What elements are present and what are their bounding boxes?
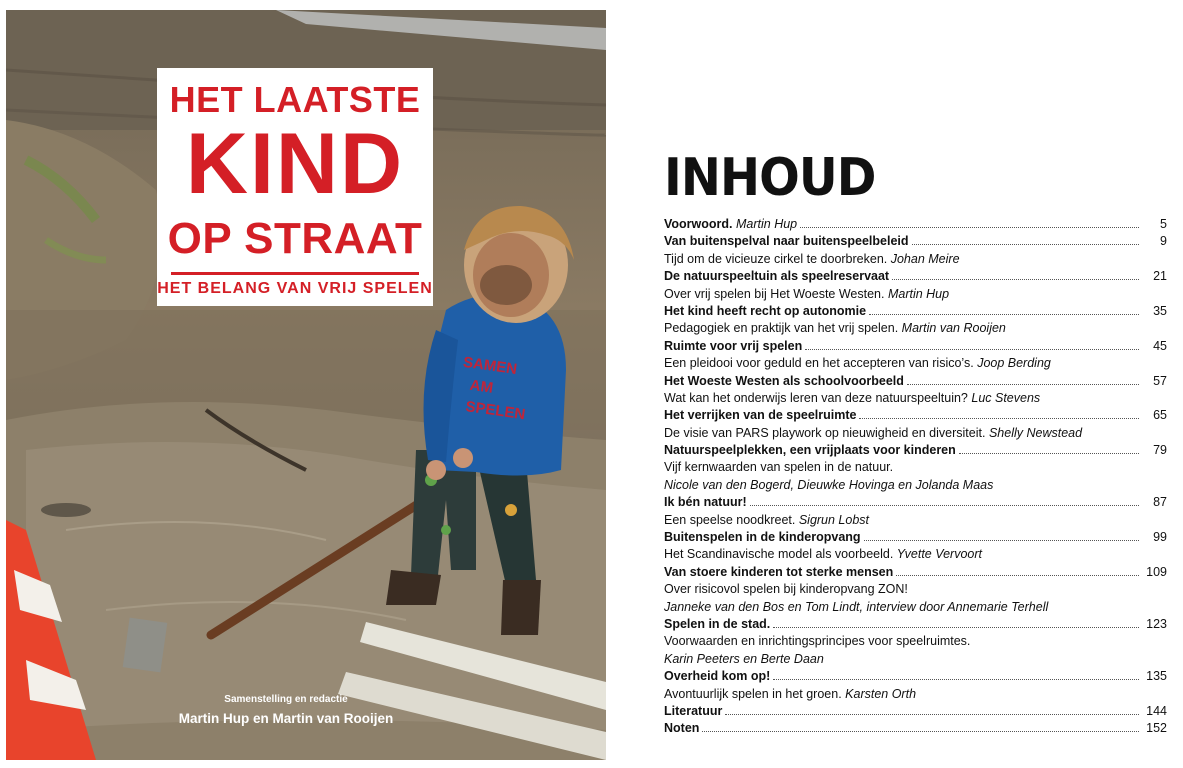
toc-entry-title <box>664 616 770 633</box>
toc-leader-dots <box>864 540 1139 541</box>
toc-description-author: Johan Meire <box>890 251 960 266</box>
toc-entry-title-text: Het verrijken van de speelruimte <box>664 408 857 423</box>
toc-leader-dots <box>959 453 1139 454</box>
toc-entry-title-text: Ik bén natuur! <box>664 495 747 510</box>
toc-entry-title <box>664 216 797 233</box>
svg-text:SPELEN: SPELEN <box>464 398 527 424</box>
toc-entry-title <box>664 529 861 546</box>
toc-page-number: 9 <box>1160 234 1167 249</box>
toc-entry-title <box>664 303 866 320</box>
toc-entry-description <box>664 512 1167 529</box>
toc-description-text: Een speelse noodkreet. <box>664 512 796 527</box>
cover-title-line-3: OP STRAAT <box>167 214 423 263</box>
toc-entry-title <box>664 373 904 390</box>
toc-entry-author: Martin Hup <box>736 217 798 231</box>
toc-entry-description <box>664 651 1167 668</box>
toc-page-number: 144 <box>1146 703 1167 718</box>
toc-entry-title-text: Literatuur <box>664 703 723 718</box>
toc-entry-title-text: Natuurspeelplekken, een vrijplaats voor kinderen <box>664 443 956 458</box>
toc-entry-title <box>664 338 802 355</box>
toc-entry-title <box>664 668 770 685</box>
toc-description-text: Het Scandinavische model als voorbeeld. <box>664 547 894 562</box>
toc-entry[interactable] <box>664 233 1167 250</box>
toc-leader-dots <box>907 384 1139 385</box>
toc-entry-title-text: Spelen in de stad. <box>664 616 771 631</box>
toc-description-text: Vijf kernwaarden van spelen in de natuur. <box>664 460 894 475</box>
toc-entry-description <box>664 286 1167 303</box>
toc-description-author: Shelly Newstead <box>988 425 1083 440</box>
toc-entry-description <box>664 581 1167 598</box>
toc-leader-dots <box>773 627 1139 628</box>
toc-entry-description <box>664 477 1167 494</box>
toc-heading: INHOUD <box>664 148 876 208</box>
svg-text:AM: AM <box>468 376 495 397</box>
toc-entry-title <box>664 564 893 581</box>
toc-entry[interactable] <box>664 720 1167 737</box>
toc-leader-dots <box>750 505 1139 506</box>
toc-entry-description <box>664 355 1167 372</box>
svg-text:SAMEN: SAMEN <box>462 353 519 379</box>
toc-entry-description <box>664 686 1167 703</box>
toc-description-author: Joop Berding <box>977 356 1051 371</box>
toc-entry-description <box>664 546 1167 563</box>
toc-entry-description <box>664 425 1167 442</box>
toc-entry[interactable] <box>664 303 1167 320</box>
toc-page-number: 21 <box>1153 269 1167 284</box>
toc-page-number: 79 <box>1153 443 1167 458</box>
toc-description-text: Pedagogiek en praktijk van het vrij spelen. <box>664 321 899 336</box>
cover-title-line-2: KIND <box>185 116 405 212</box>
toc-leader-dots <box>869 314 1139 315</box>
toc-page-number: 152 <box>1146 721 1167 736</box>
book-cover <box>6 10 606 760</box>
cover-subtitle: HET BELANG VAN VRIJ SPELEN <box>157 280 433 297</box>
toc-entry-title <box>664 407 856 424</box>
toc-page-number: 123 <box>1146 616 1167 631</box>
toc-description-text: Een pleidooi voor geduld en het accepteren van risico’s. <box>664 356 974 371</box>
toc-entry-title-text: Voorwoord. <box>664 217 733 231</box>
toc-page-number: 45 <box>1153 338 1167 353</box>
toc-entry-title-text: Van buitenspelval naar buitenspeelbeleid <box>664 234 909 249</box>
toc-entry[interactable] <box>664 442 1167 459</box>
toc-entry-title-text: De natuurspeeltuin als speelreservaat <box>664 269 890 284</box>
toc-entry-title <box>664 268 889 285</box>
toc-entry-title-text: Buitenspelen in de kinderopvang <box>664 530 861 545</box>
toc-description-author: Martin Hup <box>887 286 950 301</box>
table-of-contents <box>664 216 1167 738</box>
toc-description-text: Avontuurlijk spelen in het groen. <box>664 686 842 701</box>
toc-entry-description <box>664 251 1167 268</box>
toc-leader-dots <box>912 244 1139 245</box>
toc-entry-description <box>664 320 1167 337</box>
toc-page-number: 109 <box>1146 564 1167 579</box>
toc-entry[interactable] <box>664 494 1167 511</box>
toc-description-text: De visie van PARS playwork op nieuwigheid en diversiteit. <box>664 425 986 440</box>
toc-entry-title <box>664 442 956 459</box>
toc-description-author: Janneke van den Bos en Tom Lindt, interview door Annemarie Terhell <box>664 599 1049 614</box>
toc-leader-dots <box>702 731 1139 732</box>
toc-leader-dots <box>773 679 1139 680</box>
toc-entry[interactable] <box>664 407 1167 424</box>
toc-leader-dots <box>725 714 1139 715</box>
toc-entry-title <box>664 720 699 737</box>
toc-description-text: Voorwaarden en inrichtingsprincipes voor speelruimtes. <box>664 634 971 649</box>
toc-entry-title-text: Ruimte voor vrij spelen <box>664 338 803 353</box>
toc-leader-dots <box>800 227 1139 228</box>
toc-entry[interactable] <box>664 616 1167 633</box>
cover-title-box <box>157 68 433 306</box>
toc-page-number: 135 <box>1146 669 1167 684</box>
toc-entry-description <box>664 390 1167 407</box>
toc-entry[interactable] <box>664 373 1167 390</box>
toc-entry[interactable] <box>664 529 1167 546</box>
toc-description-author: Karsten Orth <box>845 686 917 701</box>
toc-description-author: Nicole van den Bogerd, Dieuwke Hovinga en Jolanda Maas <box>664 477 994 492</box>
toc-entry-title-text: Van stoere kinderen tot sterke mensen <box>664 564 894 579</box>
toc-description-text: Over risicovol spelen bij kinderopvang ZON! <box>664 582 908 597</box>
cover-title-rule <box>171 272 419 275</box>
cover-title-line-1: HET LAATSTE <box>169 79 421 120</box>
toc-entry-title <box>664 703 722 720</box>
toc-leader-dots <box>805 349 1139 350</box>
toc-leader-dots <box>896 575 1139 576</box>
toc-leader-dots <box>892 279 1139 280</box>
toc-description-text: Tijd om de vicieuze cirkel te doorbreken. <box>664 251 888 266</box>
toc-entry-title-text: Noten <box>664 721 700 736</box>
toc-description-author: Luc Stevens <box>971 390 1041 405</box>
toc-description-text: Over vrij spelen bij Het Woeste Westen. <box>664 286 885 301</box>
toc-page-number: 5 <box>1160 217 1167 231</box>
toc-description-text: Wat kan het onderwijs leren van deze natuurspeeltuin? <box>664 390 968 405</box>
toc-entry[interactable] <box>664 338 1167 355</box>
cover-credit-names: Martin Hup en Martin van Rooijen <box>178 711 394 726</box>
toc-page-number: 35 <box>1153 303 1167 318</box>
toc-leader-dots <box>859 418 1139 419</box>
toc-entry[interactable] <box>664 668 1167 685</box>
toc-entry-description <box>664 459 1167 476</box>
toc-description-author: Karin Peeters en Berte Daan <box>664 651 824 666</box>
toc-entry[interactable] <box>664 703 1167 720</box>
toc-description-author: Sigrun Lobst <box>798 512 870 527</box>
toc-entry[interactable] <box>664 564 1167 581</box>
toc-description-author: Martin van Rooijen <box>901 321 1006 336</box>
toc-description-author: Yvette Vervoort <box>896 547 983 562</box>
toc-page-number: 57 <box>1153 373 1167 388</box>
toc-page-number: 99 <box>1153 530 1167 545</box>
toc-entry-title <box>664 494 747 511</box>
toc-page-number: 87 <box>1153 495 1167 510</box>
cover-credit-label: Samenstelling en redactie <box>224 694 348 705</box>
toc-entry-title-text: Overheid kom op! <box>664 669 771 684</box>
toc-entry-title-text: Het Woeste Westen als schoolvoorbeeld <box>664 373 904 388</box>
toc-entry[interactable] <box>664 268 1167 285</box>
toc-entry-description <box>664 599 1167 616</box>
toc-entry-title-text: Het kind heeft recht op autonomie <box>664 303 867 318</box>
toc-entry[interactable] <box>664 216 1167 233</box>
toc-entry-title <box>664 233 909 250</box>
toc-page-number: 65 <box>1153 408 1167 423</box>
toc-entry-description <box>664 633 1167 650</box>
